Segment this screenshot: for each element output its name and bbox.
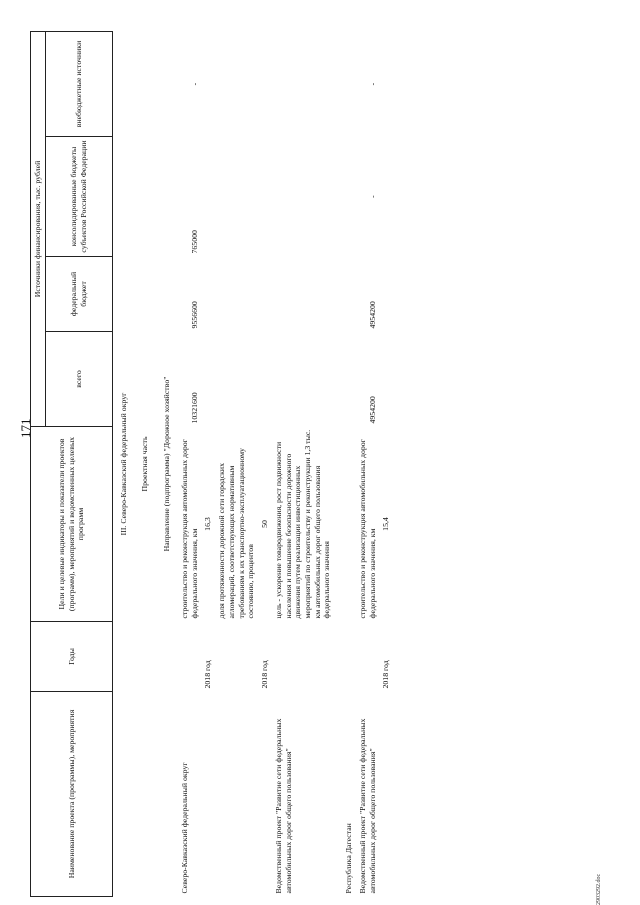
row-total: 4954200 [367,396,377,424]
row-year: 2018 год [260,660,270,689]
row-goal: цель - ускорение товародвижения, рост подвижности населения и повышение безопасности дорожного движения путем реализации инвестиционных мероприятий по строительству и реконструкции 1,3 тыс. км автомобильных дорог общего пользования федерального значения [273,429,332,619]
row-total: 10321600 [189,392,199,424]
row-name: Северо-Кавказский федеральный округ [179,762,189,894]
row-goal-value: 15,4 [381,517,391,531]
section-title: III. Северо-Кавказский федеральный округ [118,392,128,536]
row-year: 2018 год [381,660,391,689]
header-regional: консолидированные бюджеты субъектов Российской Федерации [45,137,112,257]
header-years: Годы [31,622,113,692]
row-region: Республика Дагестан [344,823,354,894]
table-row [258,32,272,897]
header-name: Наименование проекта (программы), мероприятия [31,692,113,897]
header-total: всего [45,332,112,427]
row-name: Ведомственный проект "Развитие сети федеральных автомобильных дорог общего пользования" [273,718,293,894]
header-sources: Источники финансирования, тыс. рублей [31,32,46,427]
row-year [356,622,379,692]
project-part: Проектная часть [140,436,150,492]
row-federal: 9556600 [189,301,199,329]
row-name: Ведомственный проект "Развитие сети федеральных автомобильных дорог общего пользования" [357,718,377,894]
footer-code: 2903292.doc [596,873,602,905]
row-extra: - [189,82,199,86]
row-year [178,622,201,692]
table-row [379,32,393,897]
table-row [334,32,356,897]
page-number: 171 [18,418,33,438]
table-row [272,32,334,897]
table-row [178,32,201,897]
header-goals: Цели и целевые индикаторы и показатели проектов (программ), мероприятий и ведомственных целевых программ [31,427,113,622]
row-regional: 765000 [189,230,199,254]
row-goal: доля протяженности дорожной сети городских агломераций, соответствующих нормативным требованиям к их транспортно-эксплуатационному состоянию, процентов [217,448,256,619]
table-row [215,32,258,897]
rotated-table-page [30,32,590,897]
direction-title: Направление (подпрограмма) "Дорожное хозяйство" [162,376,172,552]
row-goal-value: 50 [260,520,270,528]
table-row [356,32,379,897]
table-row [201,32,215,897]
row-federal: 4954200 [367,301,377,329]
header-federal: федеральный бюджет [45,257,112,332]
row-goal-value: 16,3 [203,517,213,531]
financing-table [30,31,393,897]
header-extra: внебюджетные источники [45,32,112,137]
row-goal: строительство и реконструкция автомобильных дорог федерального значения, км [357,439,377,619]
row-goal: строительство и реконструкция автомобильных дорог федерального значения, км [179,439,199,619]
row-year: 2018 год [203,660,213,689]
row-extra: - [367,82,377,86]
row-regional: - [367,195,377,198]
